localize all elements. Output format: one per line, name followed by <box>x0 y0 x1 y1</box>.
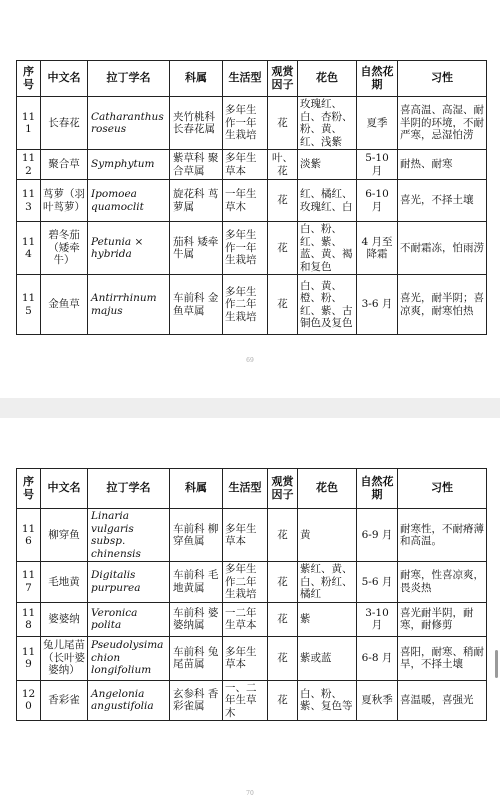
cell-bloom-period: 6-9 月 <box>357 509 398 562</box>
cell-family: 车前科 金鱼草属 <box>170 275 223 335</box>
cell-family: 车前科 柳穿鱼属 <box>170 509 223 562</box>
table-row <box>17 680 487 721</box>
header-cell: 观赏因子 <box>268 61 298 97</box>
cell-family: 车前科 兔尾苗属 <box>170 636 223 680</box>
header-cell: 拉丁学名 <box>88 61 170 97</box>
header-cell: 花色 <box>298 61 357 97</box>
cell-ornamental-factor: 花 <box>268 602 298 636</box>
table-row <box>17 180 487 222</box>
table-row <box>17 562 487 603</box>
cell-habit: 喜阳，耐寒、稍耐旱，不择土壤 <box>398 636 487 680</box>
table-row <box>17 150 487 180</box>
table-row <box>17 602 487 636</box>
table-header-row <box>17 61 487 97</box>
table-row <box>17 97 487 150</box>
cell-ornamental-factor: 花 <box>268 222 298 275</box>
header-cell: 序号 <box>17 61 41 97</box>
table-header-row <box>17 469 487 509</box>
cell-chinese-name: 兔儿尾苗（长叶婆婆纳） <box>41 636 88 680</box>
header-cell: 科属 <box>170 469 223 509</box>
cell-latin-name: Angelonia angustifolia <box>88 680 170 721</box>
cell-habit: 耐寒性，不耐瘠薄和高温。 <box>398 509 487 562</box>
cell-bloom-period: 5-6 月 <box>357 562 398 603</box>
cell-bloom-period: 4 月至降霜 <box>357 222 398 275</box>
cell-chinese-name: 婆婆纳 <box>41 602 88 636</box>
header-cell: 观赏因子 <box>268 469 298 509</box>
cell-latin-name: Symphytum <box>88 150 170 180</box>
table-row <box>17 509 487 562</box>
cell-ornamental-factor: 花 <box>268 636 298 680</box>
cell-chinese-name: 毛地黄 <box>41 562 88 603</box>
cell-bloom-period: 6-8 月 <box>357 636 398 680</box>
cell-flower-color: 红、橘红、玫瑰红、白 <box>298 180 357 222</box>
header-cell: 生活型 <box>223 469 268 509</box>
document-page-1 <box>0 0 500 398</box>
document-page-2 <box>0 418 500 800</box>
header-cell: 中文名 <box>41 469 88 509</box>
header-cell: 自然花期 <box>357 469 398 509</box>
cell-latin-name: Petunia × hybrida <box>88 222 170 275</box>
header-cell: 拉丁学名 <box>88 469 170 509</box>
cell-number: 118 <box>17 602 41 636</box>
cell-habit: 不耐霜冻，怕雨涝 <box>398 222 487 275</box>
cell-bloom-period: 3-6 月 <box>357 275 398 335</box>
cell-family: 夹竹桃科 长春花属 <box>170 97 223 150</box>
cell-life-form: 多年生作二年生栽培 <box>223 275 268 335</box>
table-row <box>17 222 487 275</box>
cell-family: 玄参科 香彩雀属 <box>170 680 223 721</box>
cell-habit: 喜温暖，喜强光 <box>398 680 487 721</box>
header-cell: 自然花期 <box>357 61 398 97</box>
cell-ornamental-factor: 叶、花 <box>268 150 298 180</box>
cell-life-form: 一年生草木 <box>223 180 268 222</box>
cell-life-form: 一二年生草本 <box>223 602 268 636</box>
cell-life-form: 多年生作一年生栽培 <box>223 97 268 150</box>
cell-life-form: 多年生草本 <box>223 509 268 562</box>
header-cell: 科属 <box>170 61 223 97</box>
cell-latin-name: Antirrhinum majus <box>88 275 170 335</box>
cell-number: 115 <box>17 275 41 335</box>
cell-bloom-period: 5-10 月 <box>357 150 398 180</box>
cell-chinese-name: 柳穿鱼 <box>41 509 88 562</box>
cell-chinese-name: 香彩雀 <box>41 680 88 721</box>
cell-flower-color: 黄 <box>298 509 357 562</box>
plant-table-page-1 <box>16 60 487 335</box>
cell-number: 114 <box>17 222 41 275</box>
cell-ornamental-factor: 花 <box>268 180 298 222</box>
cell-bloom-period: 3-10 月 <box>357 602 398 636</box>
cell-chinese-name: 金鱼草 <box>41 275 88 335</box>
cell-number: 117 <box>17 562 41 603</box>
cell-number: 111 <box>17 97 41 150</box>
page-number: 69 <box>246 357 254 364</box>
cell-ornamental-factor: 花 <box>268 509 298 562</box>
cell-family: 车前科 婆婆纳属 <box>170 602 223 636</box>
cell-chinese-name: 聚合草 <box>41 150 88 180</box>
cell-ornamental-factor: 花 <box>268 562 298 603</box>
table-row <box>17 636 487 680</box>
cell-latin-name: Digitalis purpurea <box>88 562 170 603</box>
page-number: 70 <box>246 790 254 797</box>
header-cell: 习性 <box>398 469 487 509</box>
header-cell: 生活型 <box>223 61 268 97</box>
plant-table-page-2 <box>16 468 487 721</box>
scrollbar-thumb[interactable] <box>495 650 498 678</box>
cell-latin-name: Pseudolysimachion longifolium <box>88 636 170 680</box>
cell-flower-color: 紫红、黄、白、粉红、橘红 <box>298 562 357 603</box>
cell-bloom-period: 6-10 月 <box>357 180 398 222</box>
cell-habit: 喜光，耐半阴；喜凉爽，耐寒怕热 <box>398 275 487 335</box>
cell-bloom-period: 夏季 <box>357 97 398 150</box>
cell-flower-color: 白、粉、红、紫、蓝、黄、褐和复色 <box>298 222 357 275</box>
cell-life-form: 多年生作二年生栽培 <box>223 562 268 603</box>
cell-ornamental-factor: 花 <box>268 97 298 150</box>
header-cell: 序号 <box>17 469 41 509</box>
cell-ornamental-factor: 花 <box>268 275 298 335</box>
cell-life-form: 一、二年生草木 <box>223 680 268 721</box>
page-gap <box>0 398 500 418</box>
header-cell: 中文名 <box>41 61 88 97</box>
cell-flower-color: 玫瑰红、白、杏粉、粉、黄、红、浅紫 <box>298 97 357 150</box>
cell-chinese-name: 茑萝（羽叶茑萝） <box>41 180 88 222</box>
cell-flower-color: 紫或蓝 <box>298 636 357 680</box>
table-row <box>17 275 487 335</box>
cell-number: 120 <box>17 680 41 721</box>
cell-family: 紫草科 聚合草属 <box>170 150 223 180</box>
cell-family: 茄科 矮牵牛属 <box>170 222 223 275</box>
cell-chinese-name: 长春花 <box>41 97 88 150</box>
cell-number: 119 <box>17 636 41 680</box>
cell-number: 113 <box>17 180 41 222</box>
cell-family: 旋花科 茑萝属 <box>170 180 223 222</box>
cell-habit: 喜光，不择土壤 <box>398 180 487 222</box>
cell-habit: 喜光耐半阴，耐寒，耐修剪 <box>398 602 487 636</box>
cell-ornamental-factor: 花 <box>268 680 298 721</box>
cell-habit: 喜高温、高湿、耐半阴的环境，不耐严寒，忌湿怕涝 <box>398 97 487 150</box>
cell-latin-name: Ipomoea quamoclit <box>88 180 170 222</box>
cell-bloom-period: 夏秋季 <box>357 680 398 721</box>
cell-latin-name: Linaria vulgaris subsp. chinensis <box>88 509 170 562</box>
cell-life-form: 多年生草本 <box>223 150 268 180</box>
header-cell: 习性 <box>398 61 487 97</box>
cell-latin-name: Catharanthus roseus <box>88 97 170 150</box>
cell-life-form: 多年生草本 <box>223 636 268 680</box>
cell-number: 116 <box>17 509 41 562</box>
cell-habit: 耐热、耐寒 <box>398 150 487 180</box>
cell-flower-color: 白、黄、橙、粉、红、紫、古铜色及复色 <box>298 275 357 335</box>
header-cell: 花色 <box>298 469 357 509</box>
cell-life-form: 多年生作一年生栽培 <box>223 222 268 275</box>
cell-flower-color: 淡紫 <box>298 150 357 180</box>
cell-latin-name: Veronica polita <box>88 602 170 636</box>
cell-flower-color: 紫 <box>298 602 357 636</box>
cell-habit: 耐寒，性喜凉爽，畏炎热 <box>398 562 487 603</box>
cell-chinese-name: 碧冬茄（矮牵牛） <box>41 222 88 275</box>
cell-family: 车前科 毛地黄属 <box>170 562 223 603</box>
cell-number: 112 <box>17 150 41 180</box>
cell-flower-color: 白、粉、紫、复色等 <box>298 680 357 721</box>
